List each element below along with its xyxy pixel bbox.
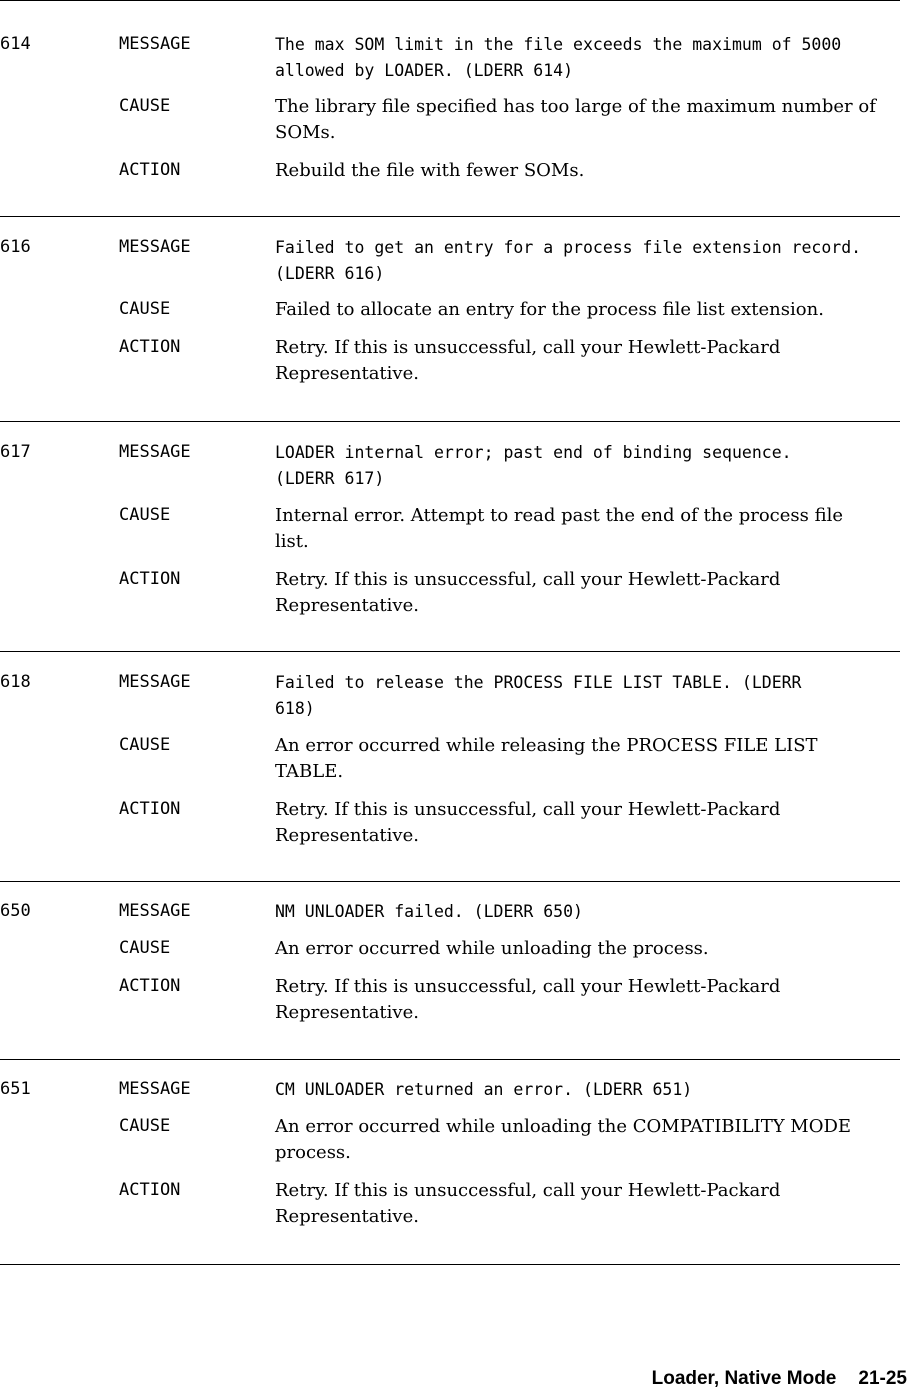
action-text: Retry. If this is unsuccessful, call your Hewlett-Packard Representative. xyxy=(275,337,781,384)
divider xyxy=(0,1059,900,1060)
action-label: ACTION xyxy=(119,160,181,180)
cause-label: CAUSE xyxy=(119,735,171,755)
error-number: 617 xyxy=(0,442,31,462)
chapter-title: Loader, Native Mode xyxy=(651,1368,837,1389)
divider xyxy=(0,651,900,652)
divider xyxy=(0,0,900,1)
message-text: The max SOM limit in the file exceeds the maximum of 5000 allowed by LOADER. (LDERR 614) xyxy=(275,35,842,80)
action-text: Rebuild the file with fewer SOMs. xyxy=(275,160,585,181)
message-label: MESSAGE xyxy=(119,237,191,257)
action-label: ACTION xyxy=(119,976,181,996)
message-text: CM UNLOADER returned an error. (LDERR 651) xyxy=(275,1080,693,1099)
cause-text: The library file specified has too large of the maximum number of SOMs. xyxy=(275,96,876,143)
message-text: Failed to release the PROCESS FILE LIST TABLE. (LDERR 618) xyxy=(275,673,802,718)
message-label: MESSAGE xyxy=(119,442,191,462)
divider xyxy=(0,421,900,422)
cause-label: CAUSE xyxy=(119,96,171,116)
cause-text: An error occurred while unloading the COMPATIBILITY MODE process. xyxy=(275,1116,852,1163)
divider xyxy=(0,216,900,217)
page-number: 21-25 xyxy=(858,1368,907,1389)
action-label: ACTION xyxy=(119,337,181,357)
error-number: 614 xyxy=(0,34,31,54)
cause-text: Failed to allocate an entry for the process file list extension. xyxy=(275,299,824,320)
cause-text: An error occurred while releasing the PROCESS FILE LIST TABLE. xyxy=(275,735,818,782)
divider xyxy=(0,881,900,882)
action-label: ACTION xyxy=(119,569,181,589)
error-number: 651 xyxy=(0,1079,31,1099)
divider xyxy=(0,1264,900,1265)
cause-label: CAUSE xyxy=(119,938,171,958)
action-text: Retry. If this is unsuccessful, call your Hewlett-Packard Representative. xyxy=(275,569,781,616)
error-number: 618 xyxy=(0,672,31,692)
message-text: LOADER internal error; past end of binding sequence. (LDERR 617) xyxy=(275,443,792,488)
message-label: MESSAGE xyxy=(119,672,191,692)
cause-label: CAUSE xyxy=(119,299,171,319)
page-footer xyxy=(652,1368,907,1390)
action-text: Retry. If this is unsuccessful, call your Hewlett-Packard Representative. xyxy=(275,976,781,1023)
action-text: Retry. If this is unsuccessful, call your Hewlett-Packard Representative. xyxy=(275,1180,781,1227)
action-label: ACTION xyxy=(119,1180,181,1200)
cause-text: Internal error. Attempt to read past the end of the process file list. xyxy=(275,505,844,552)
message-text: NM UNLOADER failed. (LDERR 650) xyxy=(275,902,583,921)
error-number: 650 xyxy=(0,901,31,921)
cause-label: CAUSE xyxy=(119,505,171,525)
cause-label: CAUSE xyxy=(119,1116,171,1136)
message-label: MESSAGE xyxy=(119,34,191,54)
message-text: Failed to get an entry for a process file extension record. (LDERR 616) xyxy=(275,238,862,283)
error-number: 616 xyxy=(0,237,31,257)
action-text: Retry. If this is unsuccessful, call your Hewlett-Packard Representative. xyxy=(275,799,781,846)
cause-text: An error occurred while unloading the process. xyxy=(275,938,709,959)
message-label: MESSAGE xyxy=(119,1079,191,1099)
message-label: MESSAGE xyxy=(119,901,191,921)
action-label: ACTION xyxy=(119,799,181,819)
